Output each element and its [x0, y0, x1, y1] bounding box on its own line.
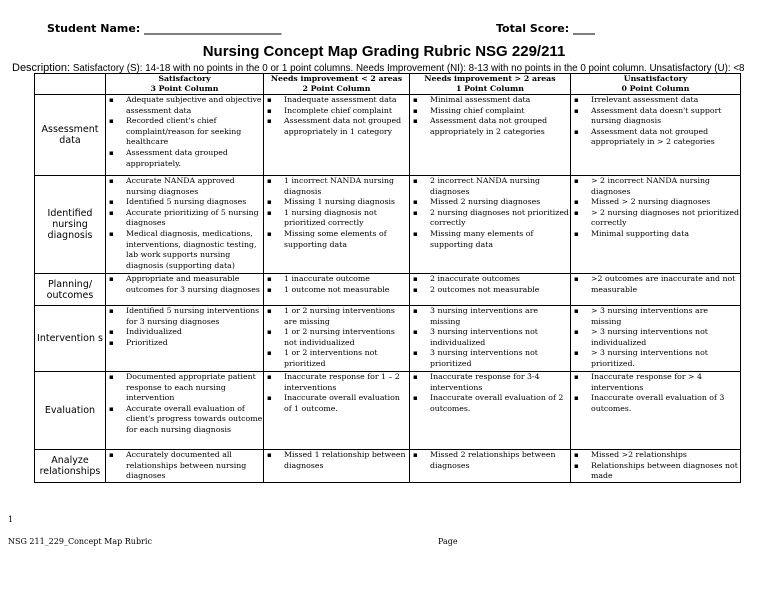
criteria-list: [571, 306, 740, 370]
column-title: Satisfactory: [158, 74, 211, 83]
criteria-item: ▪ Appropriate and measurable outcomes for 3 nursing diagnoses: [106, 274, 263, 295]
rubric-cell: [264, 450, 410, 483]
criteria-list: [106, 450, 263, 482]
rubric-cell: [571, 274, 741, 306]
criteria-item: ▪ Minimal supporting data: [571, 229, 740, 240]
rubric-cell: [264, 306, 410, 372]
corner-cell: [35, 74, 106, 95]
criteria-item: ▪ Irrelevant assessment data: [571, 95, 740, 106]
footer-doc-name: NSG 211_229_Concept Map Rubric: [8, 537, 152, 546]
criteria-item: ▪ Inaccurate overall evaluation of 2 outcomes.: [410, 393, 570, 414]
criteria-item: ▪ Assessment data not grouped appropriately in 1 category: [264, 116, 409, 137]
criteria-item: ▪ Inaccurate overall evaluation of 3 outcomes.: [571, 393, 740, 414]
criteria-item: ▪ Prioritized: [106, 338, 263, 349]
criteria-item: ▪ Accurately documented all relationships between nursing diagnoses: [106, 450, 263, 482]
criteria-list: [106, 95, 263, 169]
criteria-item: ▪ Missed >2 relationships: [571, 450, 740, 461]
criteria-list: [571, 95, 740, 148]
column-subtitle: 1 Point Column: [456, 84, 524, 93]
column-header-unsatisfactory: [571, 74, 741, 95]
column-title: Unsatisfactory: [623, 74, 688, 83]
column-header-satisfactory: [106, 74, 264, 95]
criteria-item: ▪ Inaccurate response for 1 – 2 interventions: [264, 372, 409, 393]
criteria-list: [410, 450, 570, 471]
rubric-cell: [106, 306, 264, 372]
criteria-item: ▪ Assessment data doesn't support nursing diagnosis: [571, 106, 740, 127]
description-text: Satisfactory (S): 14-18 with no points in the 0 or 1 point columns. Needs Improvement (NI): 8-13 with no points in the 0 point column. Unsatisfactory (U): <8: [72, 63, 745, 74]
criteria-item: ▪ Incomplete chief complaint: [264, 106, 409, 117]
criteria-item: ▪ > 2 nursing diagnoses not prioritized correctly: [571, 208, 740, 229]
criteria-item: ▪ Documented appropriate patient response to each nursing intervention: [106, 372, 263, 404]
page-title: Nursing Concept Map Grading Rubric NSG 229/211: [202, 43, 566, 60]
criteria-item: ▪ 1 incorrect NANDA nursing diagnosis: [264, 176, 409, 197]
row-label: Planning/ outcomes: [35, 274, 106, 306]
rubric-row-nursing-diagnosis: [35, 176, 741, 274]
rubric-cell: [410, 450, 571, 483]
criteria-item: ▪ 1 outcome not measurable: [264, 285, 409, 296]
criteria-item: ▪ 3 nursing interventions not individualized: [410, 327, 570, 348]
criteria-list: [410, 372, 570, 414]
row-label: Intervention s: [35, 306, 106, 372]
criteria-list: [571, 450, 740, 482]
criteria-item: ▪ >2 outcomes are inaccurate and not measurable: [571, 274, 740, 295]
rubric-cell: [106, 372, 264, 450]
rubric-cell: [264, 95, 410, 176]
rubric-cell: [410, 176, 571, 274]
criteria-item: ▪ 1 or 2 interventions not prioritized: [264, 348, 409, 369]
criteria-item: ▪ 2 nursing diagnoses not prioritized correctly: [410, 208, 570, 229]
criteria-list: [410, 306, 570, 370]
student-name-field: Student Name: _________________________: [47, 22, 282, 35]
criteria-item: ▪ Accurate overall evaluation of client's progress towards outcome for each nursing diagnosis: [106, 404, 263, 436]
criteria-item: ▪ Missed 2 nursing diagnoses: [410, 197, 570, 208]
rubric-cell: [571, 372, 741, 450]
criteria-item: ▪ Medical diagnosis, medications, interventions, diagnostic testing, lab work supports nursing diagnosis (supporting data): [106, 229, 263, 271]
criteria-list: [571, 274, 740, 295]
criteria-item: ▪ Missed 2 relationships between diagnoses: [410, 450, 570, 471]
criteria-list: [264, 306, 409, 370]
rubric-table: [34, 73, 741, 483]
criteria-list: [264, 95, 409, 137]
criteria-item: ▪ Assessment data not grouped appropriately in > 2 categories: [571, 127, 740, 148]
page-number: 1: [8, 515, 14, 524]
criteria-item: ▪ Missed > 2 nursing diagnoses: [571, 197, 740, 208]
column-subtitle: 3 Point Column: [150, 84, 219, 93]
criteria-item: ▪ Accurate NANDA approved nursing diagnoses: [106, 176, 263, 197]
criteria-item: ▪ Identified 5 nursing interventions for 3 nursing diagnoses: [106, 306, 263, 327]
criteria-item: ▪ Individualized: [106, 327, 263, 338]
criteria-item: ▪ Missing 1 nursing diagnosis: [264, 197, 409, 208]
rubric-cell: [571, 176, 741, 274]
column-header-ni-less-2: [264, 74, 410, 95]
rubric-row-analyze-relationships: [35, 450, 741, 483]
criteria-list: [106, 274, 263, 295]
rubric-cell: [410, 95, 571, 176]
criteria-list: [264, 274, 409, 295]
column-subtitle: 0 Point Column: [621, 84, 690, 93]
criteria-item: ▪ Assessment data grouped appropriately.: [106, 148, 263, 169]
rubric-cell: [571, 306, 741, 372]
column-title: Needs improvement > 2 areas: [424, 74, 556, 83]
rubric-row-assessment-data: [35, 95, 741, 176]
criteria-list: [106, 306, 263, 348]
criteria-item: ▪ Missing chief complaint: [410, 106, 570, 117]
criteria-list: [106, 176, 263, 271]
criteria-item: ▪ 1 nursing diagnosis not prioritized correctly: [264, 208, 409, 229]
criteria-item: ▪ Identified 5 nursing diagnoses: [106, 197, 263, 208]
criteria-item: ▪ 1 or 2 nursing interventions not individualized: [264, 327, 409, 348]
rubric-cell: [571, 450, 741, 483]
criteria-list: [264, 176, 409, 250]
criteria-item: ▪ 3 nursing interventions are missing: [410, 306, 570, 327]
row-label: Identified nursing diagnosis: [35, 176, 106, 274]
criteria-item: ▪ Missing many elements of supporting data: [410, 229, 570, 250]
rubric-cell: [410, 372, 571, 450]
total-score-field: Total Score: ____: [496, 22, 595, 35]
criteria-item: ▪ Recorded client's chief complaint/reason for seeking healthcare: [106, 116, 263, 148]
row-label: Assessment data: [35, 95, 106, 176]
criteria-item: ▪ 2 inaccurate outcomes: [410, 274, 570, 285]
rubric-cell: [106, 176, 264, 274]
criteria-list: [106, 372, 263, 436]
rubric-cell: [410, 274, 571, 306]
column-subtitle: 2 Point Column: [302, 84, 371, 93]
table-header-row: [35, 74, 741, 95]
rubric-cell: [106, 450, 264, 483]
row-label: Evaluation: [35, 372, 106, 450]
criteria-list: [410, 176, 570, 250]
criteria-list: [571, 176, 740, 240]
criteria-item: ▪ Inadequate assessment data: [264, 95, 409, 106]
footer-page-label: Page: [438, 537, 458, 546]
rubric-cell: [264, 372, 410, 450]
criteria-item: ▪ Missing some elements of supporting data: [264, 229, 409, 250]
rubric-cell: [264, 176, 410, 274]
rubric-cell: [106, 274, 264, 306]
criteria-item: ▪ Minimal assessment data: [410, 95, 570, 106]
criteria-item: ▪ > 3 nursing interventions not prioritized.: [571, 348, 740, 369]
criteria-item: ▪ Assessment data not grouped appropriately in 2 categories: [410, 116, 570, 137]
description-label: Description:: [12, 62, 71, 74]
criteria-item: ▪ Inaccurate response for > 4 interventions: [571, 372, 740, 393]
criteria-item: ▪ > 2 incorrect NANDA nursing diagnoses: [571, 176, 740, 197]
criteria-list: [410, 95, 570, 137]
criteria-item: ▪ Relationships between diagnoses not made: [571, 461, 740, 482]
criteria-item: ▪ > 3 nursing interventions not individualized: [571, 327, 740, 348]
column-header-ni-more-2: [410, 74, 571, 95]
rubric-cell: [106, 95, 264, 176]
criteria-item: ▪ 2 incorrect NANDA nursing diagnoses: [410, 176, 570, 197]
rubric-row-evaluation: [35, 372, 741, 450]
criteria-list: [264, 372, 409, 414]
criteria-item: ▪ 2 outcomes not measurable: [410, 285, 570, 296]
criteria-item: ▪ Inaccurate response for 3-4 interventions: [410, 372, 570, 393]
criteria-item: ▪ 1 or 2 nursing interventions are missing: [264, 306, 409, 327]
criteria-item: ▪ 1 inaccurate outcome: [264, 274, 409, 285]
criteria-item: ▪ Missed 1 relationship between diagnoses: [264, 450, 409, 471]
row-label: Analyze relationships: [35, 450, 106, 483]
criteria-list: [410, 274, 570, 295]
criteria-list: [264, 450, 409, 471]
rubric-row-planning-outcomes: [35, 274, 741, 306]
rubric-cell: [571, 95, 741, 176]
criteria-item: ▪ Accurate prioritizing of 5 nursing diagnoses: [106, 208, 263, 229]
criteria-list: [571, 372, 740, 414]
criteria-item: ▪ Inaccurate overall evaluation of 1 outcome.: [264, 393, 409, 414]
rubric-cell: [410, 306, 571, 372]
criteria-item: ▪ > 3 nursing interventions are missing: [571, 306, 740, 327]
rubric-cell: [264, 274, 410, 306]
column-title: Needs improvement < 2 areas: [270, 74, 403, 83]
rubric-row-interventions: [35, 306, 741, 372]
criteria-item: ▪ 3 nursing interventions not prioritized: [410, 348, 570, 369]
criteria-item: ▪ Adequate subjective and objective assessment data: [106, 95, 263, 116]
